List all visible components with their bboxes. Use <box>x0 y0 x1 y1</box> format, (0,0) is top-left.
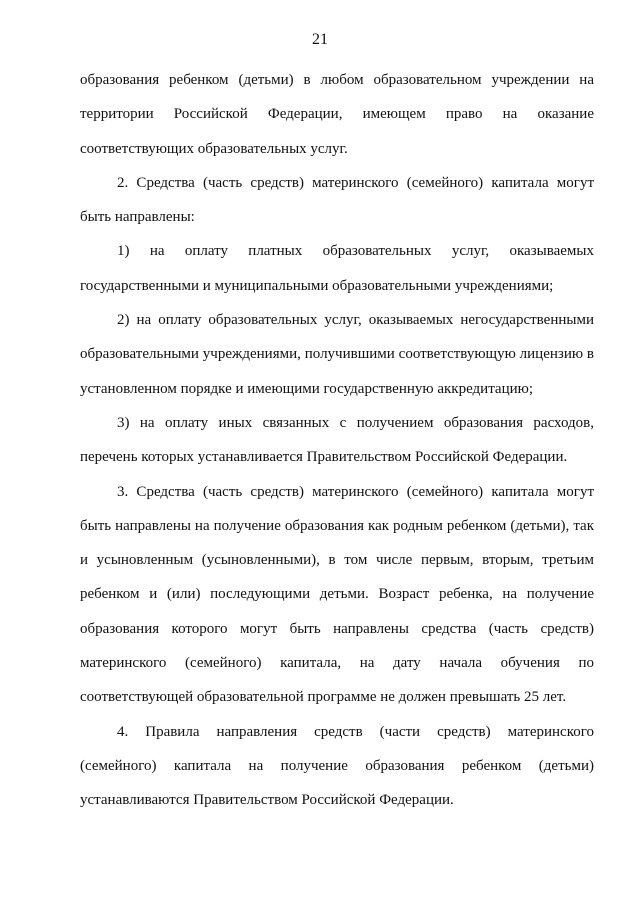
paragraph-clause-2-1: 1) на оплату платных образовательных услуг, оказываемых государственными и муниципальными образовательными учреждениями; <box>80 243 594 294</box>
paragraph-clause-2-3: 3) на оплату иных связанных с получением образования расходов, перечень которых устанавливается Правительством Российской Федерации. <box>80 414 594 466</box>
paragraph-clause-3: 3. Средства (часть средств) материнского (семейного) капитала могут быть направлены на получение образования как родным ребенком (детьми), так и усыновленным (усыновленными), в том числе первым, вторым, третьим ребенком и (или) последующими детьми. Возраст ребенка, на получение образования которого могут быть направлены средства (часть средств) материнского (семейного) капитала, на дату начала обучения по соответствующей образовательной программе не должен превышать 25 лет. <box>80 483 594 706</box>
document-body <box>80 63 594 818</box>
paragraph-continuation: образования ребенком (детьми) в любом образовательном учреждении на территории Российской Федерации, имеющем право на оказание соответствующих образовательных услуг. <box>80 72 594 157</box>
page-number: 21 <box>312 31 328 48</box>
paragraph-clause-2: 2. Средства (часть средств) материнского (семейного) капитала могут быть направлены: <box>80 174 594 226</box>
paragraph-clause-2-2: 2) на оплату образовательных услуг, оказываемых негосударственными образовательными учреждениями, получившими соответствующую лицензию в установленном порядке и имеющими государственную аккредитацию; <box>80 312 594 397</box>
paragraph-clause-4: 4. Правила направления средств (части средств) материнского (семейного) капитала на получение образования ребенком (детьми) устанавливаются Правительством Российской Федерации. <box>80 723 594 809</box>
